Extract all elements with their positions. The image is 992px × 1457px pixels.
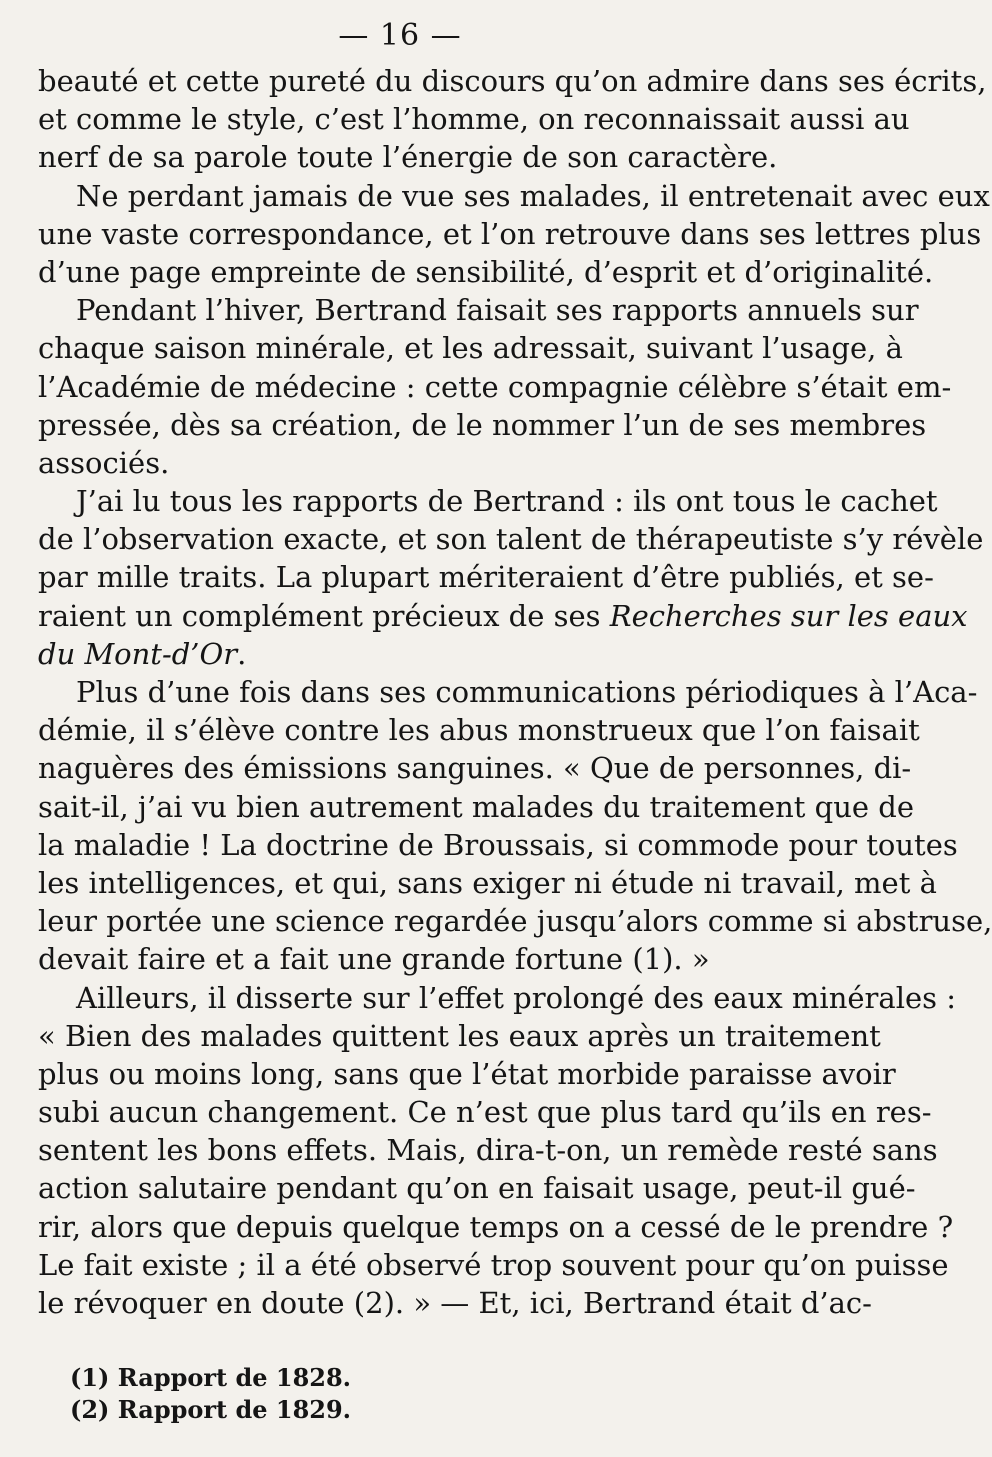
text-line: devait faire et a fait une grande fortune (1). » <box>38 942 710 977</box>
text-line: par mille traits. La plupart mériteraient d’être publiés, et se- <box>38 560 934 595</box>
text-line: leur portée une science regardée jusqu’alors comme si abstruse, <box>38 904 992 939</box>
body-text <box>38 62 992 1322</box>
text-line: chaque saison minérale, et les adressait, suivant l’usage, à <box>38 331 903 366</box>
text-line <box>38 635 762 673</box>
text-line: « Bien des malades quittent les eaux après un traitement <box>38 1018 881 1053</box>
text-line: démie, il s’élève contre les abus monstrueux que l’on faisait <box>38 713 920 748</box>
text-line: et comme le style, c’est l’homme, on reconnaissait aussi au <box>38 102 910 137</box>
text-line: d’une page empreinte de sensibilité, d’esprit et d’originalité. <box>38 254 934 289</box>
text-line: de l’observation exacte, et son talent de thérapeutiste s’y révèle <box>38 522 984 557</box>
text-line: action salutaire pendant qu’on en faisait usage, peut-il gué- <box>38 1171 916 1206</box>
footnotes <box>70 1362 730 1426</box>
text-line: naguères des émissions sanguines. « Que de personnes, di- <box>38 751 912 786</box>
text-line: Ailleurs, il disserte sur l’effet prolongé des eaux minérales : <box>76 980 956 1015</box>
text-segment: raient un complément précieux de ses <box>38 598 610 633</box>
text-line: plus ou moins long, sans que l’état morbide paraisse avoir <box>38 1056 896 1091</box>
text-line: sait-il, j’ai vu bien autrement malades du traitement que de <box>38 789 915 824</box>
text-line: subi aucun changement. Ce n’est que plus tard qu’ils en res- <box>38 1095 932 1130</box>
text-line: Plus d’une fois dans ses communications périodiques à l’Aca- <box>76 675 978 709</box>
footnote: (2) Rapport de 1829. <box>70 1395 352 1424</box>
text-line: beauté et cette pureté du discours qu’on admire dans ses écrits, <box>38 64 987 98</box>
text-line: associés. <box>38 445 170 480</box>
text-line: les intelligences, et qui, sans exiger ni étude ni travail, met à <box>38 865 937 900</box>
text-line: la maladie ! La doctrine de Broussais, si commode pour toutes <box>38 827 958 862</box>
text-line: J’ai lu tous les rapports de Bertrand : ils ont tous le cachet <box>76 484 938 519</box>
text-line: nerf de sa parole toute l’énergie de son caractère. <box>38 140 778 175</box>
text-line: rir, alors que depuis quelque temps on a cessé de le prendre ? <box>38 1209 954 1244</box>
text-segment: . <box>237 636 247 671</box>
text-line: Le fait existe ; il a été observé trop souvent pour qu’on puisse <box>38 1247 949 1282</box>
text-line: le révoquer en doute (2). » — Et, ici, Bertrand était d’ac- <box>38 1286 872 1320</box>
text-line: sentent les bons effets. Mais, dira-t-on, un remède resté sans <box>38 1133 938 1168</box>
text-line: l’Académie de médecine : cette compagnie célèbre s’était em- <box>38 369 952 404</box>
text-line <box>38 597 968 635</box>
text-line: Ne perdant jamais de vue ses malades, il entretenait avec eux <box>76 178 990 213</box>
page-number: — 16 — <box>338 18 462 53</box>
italic-title: du Mont-d’Or <box>38 636 238 671</box>
text-line: pressée, dès sa création, de le nommer l’un de ses membres <box>38 407 927 442</box>
italic-title: Recherches sur les eaux <box>609 598 968 633</box>
footnote: (1) Rapport de 1828. <box>70 1363 352 1392</box>
text-line: Pendant l’hiver, Bertrand faisait ses rapports annuels sur <box>76 293 919 328</box>
text-line: une vaste correspondance, et l’on retrouve dans ses lettres plus <box>38 216 982 251</box>
